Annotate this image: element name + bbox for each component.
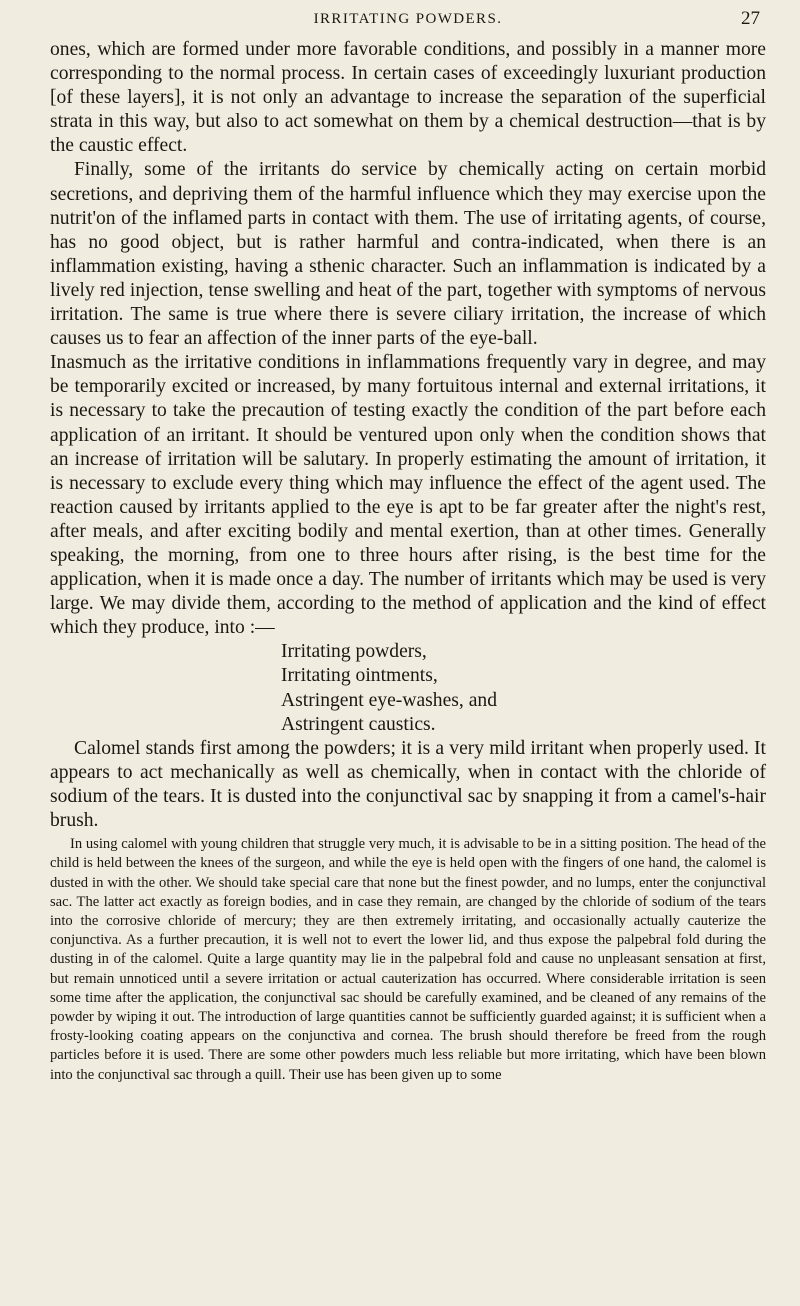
page-number: 27 bbox=[741, 8, 760, 29]
paragraph-irritative-conditions: Inasmuch as the irritative conditions in inflammations frequently vary in degree, and may be temporarily excited or increased, by many fortuitous internal and external irritations, it is necessary to take the precaution of testing exactly the condition of the part before each application of an irritant. It should be ventured upon only when the condition shows that an increase of irritation will be salutary. In properly estimating the amount of irritation, it is necessary to exclude every thing which may influence the effect of the agent used. The reaction caused by irritants applied to the eye is apt to be far greater after the night's rest, after meals, and after exciting bodily and mental exertion, than at other times. Generally speaking, the morning, from one to three hours after rising, is the best time for the application, when it is made once a day. The number of irritants which may be used is very large. We may divide them, according to the method of application and the kind of effect which they produce, into :— bbox=[50, 352, 766, 639]
list-item: Astringent caustics. bbox=[281, 713, 436, 735]
paragraph-calomel: Calomel stands first among the powders; it is a very mild irritant when properly used. It appears to act mechanically as well as chemically, when in contact with the chloride of sodium of the tears. It is dusted into the conjunctival sac by snapping it from a camel's-hair brush. bbox=[50, 737, 766, 831]
note-calomel-children: In using calomel with young children that struggle very much, it is advisable to be in a sitting position. The head of the child is held between the knees of the surgeon, and while the eye is held open with the fingers of one hand, the calomel is dusted in with the other. We should take special care that none but the finest powder, and no lumps, enter the conjunctival sac. The latter act exactly as foreign bodies, and in case they remain, are changed by the chloride of sodium of the tears into the corrosive chloride of mercury; they are then extremely irritating, and occasionally actually cauterize the conjunctiva. As a further precaution, it is well not to evert the lower lid, and thus expose the palpebral fold during the dusting in of the calomel. Quite a large quantity may lie in the palpebral fold and cause no unpleasant sensation at first, but remain unnoticed until a severe irritation or actual cauterization has occurred. Where considerable irritation is seen some time after the application, the conjunctival sac should be carefully examined, and be cleaned of any remains of the powder by wiping it out. The introduction of large quantities cannot be sufficiently guarded against; it is sufficient when a frosty-looking coating appears on the conjunctiva and cornea. The brush should therefore be freed from the rough particles before it is used. There are some other powders much less reliable but more irritating, which have been blown into the conjunctival sac through a quill. Their use has been given up to some bbox=[50, 836, 766, 1083]
irritant-categories-list bbox=[50, 640, 766, 736]
paragraph-morbid-secretions: Finally, some of the irritants do service by chemically acting on certain morbid secretions, and depriving them of the harmful influence which they may exercise upon the nutrit'on of the inflamed parts in contact with them. The use of irritating agents, of course, has no good object, but is rather harmful and contra-indicated, when there is an inflammation existing, having a sthenic character. Such an inflammation is indicated by a lively red injection, tense swelling and heat of the part, together with symptoms of nervous irritation. The same is true where there is severe ciliary irritation, the increase of which causes us to fear an affection of the inner parts of the eye-ball. bbox=[50, 159, 766, 350]
list-item: Irritating powders, bbox=[281, 641, 427, 663]
chapter-heading: IRRITATING POWDERS. bbox=[313, 11, 503, 27]
running-head bbox=[50, 8, 766, 34]
list-item: Irritating ointments, bbox=[281, 665, 438, 687]
main-text bbox=[50, 38, 766, 833]
small-print-note bbox=[50, 835, 766, 1085]
paragraph-continuation: ones, which are formed under more favorable conditions, and possibly in a manner more corresponding to the normal process. In certain cases of exceedingly luxuriant production [of these layers], it is not only an advantage to increase the separation of the superficial strata in this way, but also to act somewhat on them by a chemical destruction—that is by the caustic effect. bbox=[50, 39, 766, 157]
list-item: Astringent eye-washes, and bbox=[281, 689, 498, 711]
